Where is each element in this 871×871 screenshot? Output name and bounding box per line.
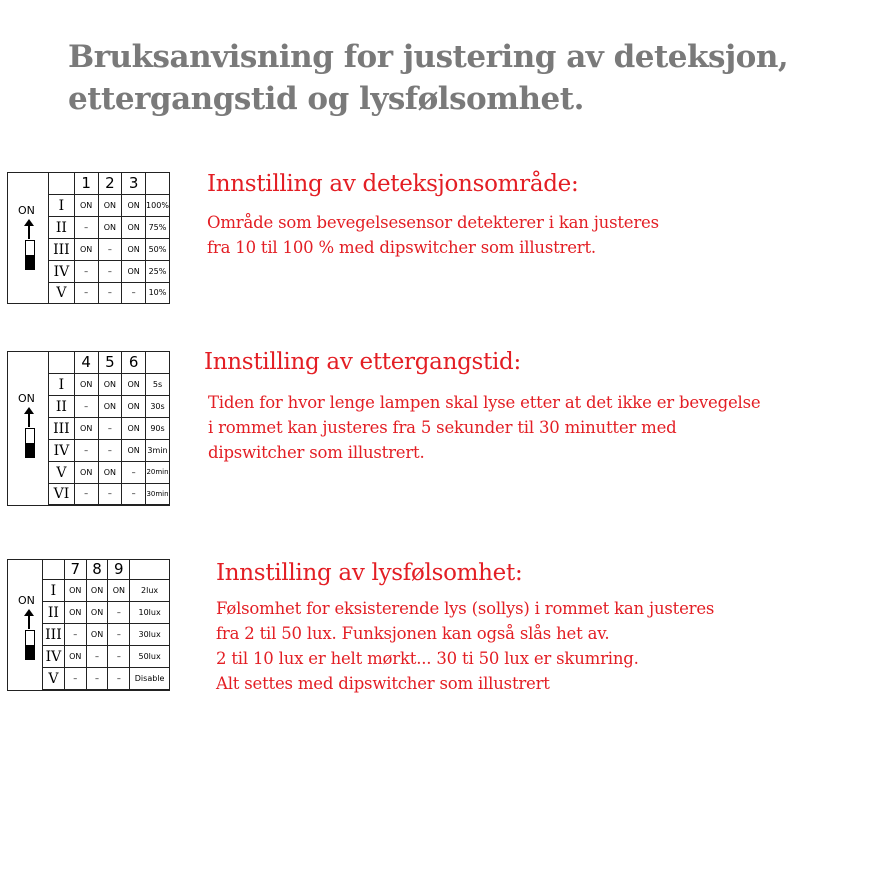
row-numeral: IV bbox=[49, 440, 75, 462]
light-settings-table bbox=[42, 559, 170, 690]
section-text-range bbox=[207, 210, 659, 260]
column-header: 7 bbox=[64, 560, 86, 580]
row-numeral: III bbox=[49, 239, 75, 261]
dip-switch-icon bbox=[25, 630, 35, 660]
switch-state: ON bbox=[86, 580, 108, 602]
switch-state: ON bbox=[108, 580, 130, 602]
dip-switch-illustration bbox=[8, 173, 48, 303]
switch-state: – bbox=[98, 440, 122, 462]
setting-value: 30lux bbox=[130, 624, 170, 646]
range-settings-table bbox=[48, 172, 170, 304]
switch-on-label: ON bbox=[18, 594, 35, 607]
row-numeral: I bbox=[49, 195, 75, 217]
table-corner bbox=[43, 560, 65, 580]
setting-value: 20min bbox=[146, 462, 170, 484]
column-header: 6 bbox=[122, 352, 146, 374]
switch-state: – bbox=[108, 668, 130, 690]
dip-switch-diagram-delay bbox=[7, 351, 170, 506]
text-line: fra 10 til 100 % med dipswitcher som illustrert. bbox=[207, 238, 596, 257]
switch-state: ON bbox=[98, 462, 122, 484]
row-numeral: V bbox=[49, 462, 75, 484]
table-row bbox=[49, 195, 170, 217]
switch-state: ON bbox=[64, 602, 86, 624]
row-numeral: I bbox=[49, 374, 75, 396]
setting-value: Disable bbox=[130, 668, 170, 690]
table-row bbox=[49, 462, 170, 484]
setting-value: 3min bbox=[146, 440, 170, 462]
table-corner bbox=[49, 352, 75, 374]
table-row bbox=[49, 440, 170, 462]
row-numeral: II bbox=[49, 217, 75, 239]
switch-state: ON bbox=[122, 195, 146, 217]
switch-state: – bbox=[122, 484, 146, 505]
row-numeral: IV bbox=[49, 261, 75, 283]
text-line: i rommet kan justeres fra 5 sekunder til 30 minutter med bbox=[208, 418, 677, 437]
row-numeral: IV bbox=[43, 646, 65, 668]
row-numeral: I bbox=[43, 580, 65, 602]
switch-state: ON bbox=[74, 374, 98, 396]
dip-switch-icon bbox=[25, 240, 35, 270]
column-header: 5 bbox=[98, 352, 122, 374]
page-title-line-2: ettergangstid og lysfølsomhet. bbox=[68, 81, 584, 117]
text-line: Tiden for hvor lenge lampen skal lyse etter at det ikke er bevegelse bbox=[208, 393, 761, 412]
switch-state: – bbox=[122, 283, 146, 304]
dip-switch-icon bbox=[25, 428, 35, 458]
row-numeral: V bbox=[49, 283, 75, 304]
switch-state: ON bbox=[122, 418, 146, 440]
text-line: fra 2 til 50 lux. Funksjonen kan også slås het av. bbox=[216, 624, 610, 643]
setting-value: 10% bbox=[145, 283, 169, 304]
text-line: Følsomhet for eksisterende lys (sollys) i rommet kan justeres bbox=[216, 599, 715, 618]
switch-state: – bbox=[98, 283, 122, 304]
switch-state: – bbox=[74, 440, 98, 462]
text-line: Område som bevegelsesensor detekterer i kan justeres bbox=[207, 213, 659, 232]
table-row bbox=[49, 283, 170, 304]
delay-settings-table bbox=[48, 351, 170, 505]
switch-state: ON bbox=[98, 195, 122, 217]
text-line: Alt settes med dipswitcher som illustrert bbox=[216, 674, 550, 693]
switch-state: ON bbox=[86, 624, 108, 646]
setting-value: 50% bbox=[145, 239, 169, 261]
arrow-up-icon bbox=[28, 615, 30, 629]
dip-switch-diagram-light bbox=[7, 559, 170, 691]
switch-state: ON bbox=[122, 239, 146, 261]
dip-switch-illustration bbox=[8, 560, 42, 690]
section-text-delay bbox=[208, 390, 760, 465]
switch-state: ON bbox=[98, 374, 122, 396]
row-numeral: V bbox=[43, 668, 65, 690]
setting-value: 2lux bbox=[130, 580, 170, 602]
switch-state: – bbox=[86, 646, 108, 668]
switch-state: – bbox=[64, 624, 86, 646]
switch-state: ON bbox=[122, 217, 146, 239]
switch-on-label: ON bbox=[18, 392, 35, 405]
switch-state: – bbox=[74, 261, 98, 283]
switch-state: – bbox=[98, 239, 122, 261]
switch-on-label: ON bbox=[18, 204, 35, 217]
switch-state: ON bbox=[74, 195, 98, 217]
switch-state: – bbox=[98, 418, 122, 440]
setting-value: 75% bbox=[145, 217, 169, 239]
setting-value: 10lux bbox=[130, 602, 170, 624]
table-row bbox=[43, 646, 170, 668]
switch-state: ON bbox=[74, 239, 98, 261]
switch-state: ON bbox=[122, 374, 146, 396]
switch-state: – bbox=[108, 646, 130, 668]
column-header: 1 bbox=[74, 173, 98, 195]
setting-value: 100% bbox=[145, 195, 169, 217]
table-corner bbox=[130, 560, 170, 580]
table-row bbox=[49, 374, 170, 396]
section-heading-range: Innstilling av deteksjonsområde: bbox=[207, 171, 579, 197]
switch-state: – bbox=[64, 668, 86, 690]
arrow-up-icon bbox=[28, 413, 30, 427]
table-row bbox=[49, 217, 170, 239]
switch-state: – bbox=[74, 396, 98, 418]
row-numeral: III bbox=[49, 418, 75, 440]
table-row bbox=[49, 484, 170, 505]
switch-state: ON bbox=[74, 462, 98, 484]
table-corner bbox=[146, 352, 170, 374]
switch-state: – bbox=[74, 217, 98, 239]
table-row bbox=[49, 396, 170, 418]
setting-value: 25% bbox=[145, 261, 169, 283]
switch-state: ON bbox=[122, 261, 146, 283]
switch-state: ON bbox=[122, 396, 146, 418]
setting-value: 30min bbox=[146, 484, 170, 505]
switch-state: – bbox=[108, 602, 130, 624]
text-line: dipswitcher som illustrert. bbox=[208, 443, 425, 462]
row-numeral: VI bbox=[49, 484, 75, 505]
table-corner bbox=[145, 173, 169, 195]
switch-state: ON bbox=[122, 440, 146, 462]
table-row bbox=[49, 418, 170, 440]
switch-state: – bbox=[98, 261, 122, 283]
section-heading-delay: Innstilling av ettergangstid: bbox=[204, 349, 521, 375]
arrow-up-icon bbox=[28, 225, 30, 239]
table-row bbox=[49, 239, 170, 261]
switch-state: – bbox=[122, 462, 146, 484]
row-numeral: II bbox=[49, 396, 75, 418]
column-header: 9 bbox=[108, 560, 130, 580]
section-text-light bbox=[216, 596, 714, 696]
setting-value: 30s bbox=[146, 396, 170, 418]
column-header: 3 bbox=[122, 173, 146, 195]
section-heading-light: Innstilling av lysfølsomhet: bbox=[216, 560, 523, 586]
page-title-line-1: Bruksanvisning for justering av deteksjon, bbox=[68, 39, 789, 75]
row-numeral: III bbox=[43, 624, 65, 646]
switch-state: ON bbox=[74, 418, 98, 440]
switch-state: ON bbox=[98, 396, 122, 418]
setting-value: 5s bbox=[146, 374, 170, 396]
page-title bbox=[68, 36, 848, 120]
text-line: 2 til 10 lux er helt mørkt... 30 ti 50 lux er skumring. bbox=[216, 649, 639, 668]
setting-value: 50lux bbox=[130, 646, 170, 668]
switch-state: ON bbox=[64, 580, 86, 602]
switch-state: – bbox=[74, 484, 98, 505]
setting-value: 90s bbox=[146, 418, 170, 440]
dip-switch-diagram-range bbox=[7, 172, 170, 304]
table-row bbox=[49, 261, 170, 283]
table-corner bbox=[49, 173, 75, 195]
row-numeral: II bbox=[43, 602, 65, 624]
dip-switch-illustration bbox=[8, 352, 48, 505]
table-row bbox=[43, 624, 170, 646]
table-row bbox=[43, 668, 170, 690]
switch-state: – bbox=[86, 668, 108, 690]
switch-state: – bbox=[74, 283, 98, 304]
column-header: 4 bbox=[74, 352, 98, 374]
table-row bbox=[43, 602, 170, 624]
switch-state: – bbox=[108, 624, 130, 646]
table-row bbox=[43, 580, 170, 602]
switch-state: ON bbox=[64, 646, 86, 668]
switch-state: – bbox=[98, 484, 122, 505]
switch-state: ON bbox=[98, 217, 122, 239]
column-header: 8 bbox=[86, 560, 108, 580]
column-header: 2 bbox=[98, 173, 122, 195]
switch-state: ON bbox=[86, 602, 108, 624]
